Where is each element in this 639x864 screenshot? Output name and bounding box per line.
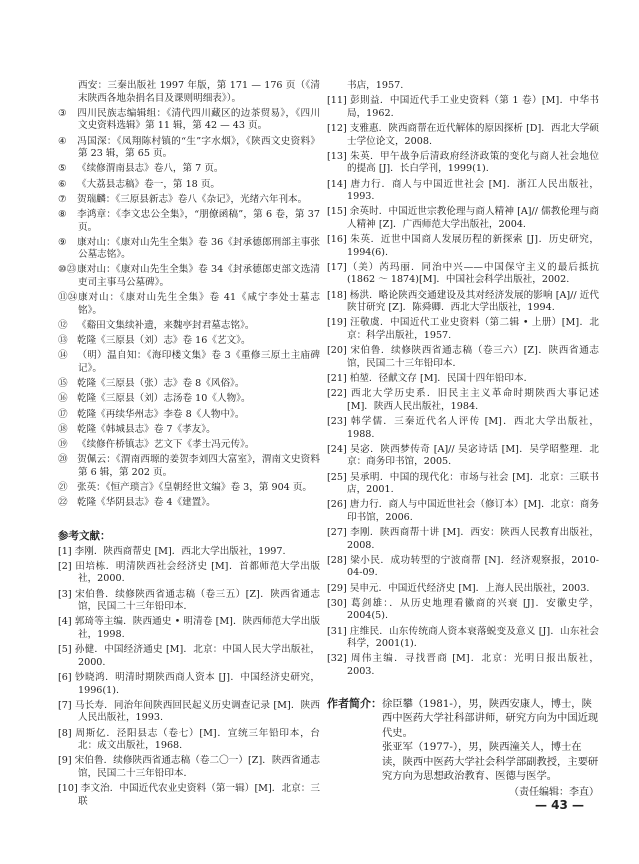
endnote-marker: ⑮ [58, 378, 68, 390]
author-bio-1: 徐臣攀（1981-），男，陕西安康人，博士，陕西中医药大学社科部讲师，研究方向为中国近现代史。 [382, 697, 599, 739]
endnote-text: 西安：三秦出版社 1997 年版，第 171 — 176 页（《清末陕西各地杂捐名目及课则明细表》）。 [78, 80, 320, 104]
endnote-text: 乾隆《再续华州志》李卷 8《人物中》。 [77, 408, 245, 420]
endnote-marker: ⑫ [58, 320, 68, 332]
references-heading: 参考文献： [58, 529, 111, 542]
endnote [58, 320, 320, 333]
reference-item: [15] 余英时．中国近世宗教伦理与商人精神 [A]// 儒教伦理与商人精神 [Z]．广西师范大学出版社，2004. [327, 206, 599, 230]
reference-item: [8] 周斯亿．泾阳县志（卷七）[M]．宣统三年铅印本，台北：成文出版社，1968. [58, 727, 320, 752]
endnote-text: 冯国深：《凤翔陈村镇的“生”字水烟》，《陕西文史资料》第 23 辑，第 65 页。 [77, 135, 320, 160]
reference-item: [25] 吴承明．中国的现代化：市场与社会 [M]．北京：三联书店，2001. [327, 471, 599, 496]
endnote [58, 350, 320, 375]
endnote-text: 《续修仵桥镇志》艺文下《孝士冯元传》。 [77, 438, 255, 450]
endnote [58, 237, 320, 262]
reference-item: [18] 杨洪．略论陕西交通建设及其对经济发展的影响 [A]// 近代陕甘研究 [Z]．陈舜卿．西北大学出版社，1994. [327, 289, 599, 314]
endnote [58, 179, 320, 192]
endnote-text: 乾隆《韩城县志》卷 7《孝友》。 [77, 423, 216, 435]
endnote [58, 454, 320, 479]
reference-item: [7] 马长寿．同治年间陕西回民起义历史调查记录 [M]．陕西人民出版社，1993. [58, 699, 320, 724]
reference-item: [9] 宋伯鲁．续修陕西省通志稿（卷二〇一）[Z]．陕西省通志馆，民国二十三年铅印本． [58, 755, 320, 779]
endnote-marker: ③ [58, 107, 67, 119]
reference-item: [32] 周伟主编．寻找晋商 [M]．北京：光明日报出版社，2003. [327, 653, 599, 677]
endnote [58, 424, 320, 437]
endnote [58, 108, 320, 133]
reference-item: [22] 西北大学历史系．旧民主主义革命时期陕西大事记述 [M]．陕西人民出版社，1984. [327, 388, 599, 412]
left-column [58, 80, 320, 811]
reference-item: [1] 李刚．陕西商帮史 [M]．西北大学出版社，1997. [58, 545, 286, 557]
endnotes [58, 80, 320, 510]
endnote-text: 《续修渭南县志》卷八，第 7 页。 [77, 163, 224, 175]
endnote-marker: ⑨ [58, 236, 67, 248]
reference-item: [2] 田培栋．明清陕西社会经济史 [M]．首都师范大学出版社，2000. [58, 560, 320, 585]
endnote-marker: ⑭ [58, 350, 68, 362]
editor-credit: （责任编辑：李直） [509, 786, 599, 798]
endnote-marker: ㉑ [58, 481, 68, 493]
reference-item: [31] 庄维民．山东传统商人资本衰落蜕变及意义 [J]．山东社会科学，2001(1). [327, 625, 599, 650]
endnote [58, 409, 320, 422]
endnote-marker: ⑲ [58, 438, 68, 450]
endnote-text: 贺瑞麟：《三原县新志》卷八《杂记》，光绪六年刊本。 [77, 193, 308, 205]
endnote [58, 482, 320, 495]
endnote-text: 乾隆《三原县（张）志》卷 8《风俗》。 [77, 378, 245, 390]
endnote-text: 乾隆《华阴县志》卷 4《建置》。 [77, 497, 216, 509]
reference-item: [17]（美）芮玛丽．同治中兴——中国保守主义的最后抵抗(1862 ～ 1874)[M]．中国社会科学出版社，2002. [327, 261, 599, 286]
endnote [58, 264, 320, 289]
endnote-text: 康对山：《康对山先生全集》卷 34《封承德郎吏部文选清吏司主事马公墓碑》。 [77, 264, 320, 289]
endnote-marker: ⑧ [58, 208, 67, 220]
endnote-text: 乾隆《三原县（刘）志汤卷 10《人物》。 [77, 393, 251, 405]
endnote-text: 贺佩云：《渭南西塬的姜贺李刘四大富室》，渭南文史资料第 6 辑，第 202 页。 [77, 454, 320, 478]
endnote [58, 292, 320, 317]
author-info [327, 697, 599, 801]
endnote-marker: ⑩㉓ [58, 264, 77, 276]
references-left [58, 546, 320, 809]
reference-item: [24] 吴宓．陕西梦传奇 [A]// 吴宓诗话 [M]．吴学昭整理．北京：商务印书馆，2005. [327, 443, 599, 468]
reference-item: [13] 朱英．甲午战争后清政府经济政策的变化与商人社会地位的提高 [J]．长白学刊，1999(1). [327, 150, 599, 175]
reference-item: [27] 李刚．陕西商帮十讲 [M]．西安：陕西人民教育出版社，2008. [327, 527, 599, 551]
endnote [58, 194, 320, 207]
reference-item: [11] 彭則益．中国近代手工业史资料（第 1 卷）[M]．中华书局，1962. [327, 95, 599, 119]
reference-item: [19] 汪敬虞．中国近代工业史资料（第二辑 • 上册）[M]．北京：科学出版社，1957. [327, 317, 599, 342]
reference-item: [28] 梁小民．成功转型的宁波商帮 [N]．经济观察报，2010-04-09. [327, 554, 599, 579]
author-label: 作者简介： [327, 696, 382, 710]
endnote-marker: ⑯ [58, 393, 68, 405]
reference-item: [5] 孙健．中国经济通史 [M]．北京：中国人民大学出版社，2000. [58, 644, 320, 668]
reference-item: [23] 韩学儒．三秦近代名人评传 [M]．西北大学出版社，1988. [327, 415, 599, 440]
endnote [58, 378, 320, 391]
reference-item: [4] 郭琦等主编．陕西通史 • 明清卷 [M]．陕西师范大学出版社，1998. [58, 616, 320, 641]
right-column [327, 80, 599, 800]
endnote-text: 《大荔县志稿》卷一，第 18 页。 [77, 178, 221, 190]
endnote-text: 张英：《恒产琐言》《皇朝经世文编》卷 3，第 904 页。 [77, 481, 313, 493]
endnote [58, 497, 320, 510]
reference-item: [6] 钞晓鸿．明清时期陕西商人资本 [J]．中国经济史研究，1996(1). [58, 672, 320, 696]
reference-item: [12] 支雅惠．陕西商帮在近代解体的原因探析 [D]．西北大学硕士学位论文，2008. [327, 122, 599, 147]
endnote-text: 乾隆《三原县（刘）志》卷 16《艺文》。 [77, 335, 251, 347]
endnote [58, 209, 320, 234]
endnote-text: 《谿田文集续补遗，来魏亭封君墓志铭》。 [77, 320, 255, 332]
page-number: — 43 — [535, 798, 585, 812]
reference-item: [29] 吴申元．中国近代经济史 [M]．上海人民出版社，2003. [327, 582, 590, 594]
reference-item: [30] 葛剑雄：．从历史地理看徽商的兴衰 [J]．安徽史学，2004(5). [327, 597, 599, 622]
reference-item: [21] 柏堃．径献文存 [M]．民国十四年铅印本． [327, 373, 534, 384]
endnote-text: 康对山：《康对山先生全集》卷 36《封承德郎刑部主事张公墓志铭》。 [77, 236, 320, 261]
endnote-marker: ⑰ [58, 408, 68, 420]
reference-item: [16] 朱英．近世中国商人发展历程的新探索 [J]．历史研究，1994(6). [327, 234, 599, 258]
endnote [58, 163, 320, 176]
references-right [327, 95, 599, 678]
endnote-marker: ⑪㉔ [58, 292, 78, 304]
endnote-marker: ⑱ [58, 423, 68, 435]
endnote-text: 四川民族志编辑组：《清代四川藏区的边茶贸易》，《四川文史资料选辑》第 11 辑，第 42 — 43 页。 [77, 107, 320, 132]
reference-item: [10] 李文治．中国近代农业史资料（第一辑）[M]．北京：三联 [58, 783, 320, 807]
reference-item: [14] 唐力行．商人与中国近世社会 [M]．浙江人民出版社，1993. [327, 178, 599, 203]
endnote-marker: ㉒ [58, 497, 68, 509]
endnote [58, 80, 320, 105]
endnote-text: （明）温自知：《海印楼文集》卷 3《重修三原土主庙碑记》。 [77, 350, 320, 374]
reference-item: [3] 宋伯鲁．续修陕西省通志稿（卷三五）[Z]．陕西省通志馆，民国二十三年铅印本． [58, 588, 320, 613]
endnote [58, 335, 320, 348]
endnote-marker: ⑤ [58, 163, 67, 175]
endnote-text: 李鸿章：《李文忠公全集》，“朋僚函稿”，第 6 卷，第 37 页。 [77, 208, 320, 233]
reference-item: [26] 唐力行．商人与中国近世社会（修订本）[M]．北京：商务印书馆，2006. [327, 499, 599, 523]
author-bio-2: 张亚军（1977-），男，陕西潼关人，博士在读，陕西中医药大学社会科学部副教授，主要研究方向为思想政治教育、医德与医学。 [382, 741, 599, 783]
reference-item: [20] 宋伯鲁．续修陕西省通志稿（卷三六）[Z]．陕西省通志馆，民国二十三年铅印本． [327, 345, 599, 369]
endnote-marker: ⑬ [58, 335, 68, 347]
endnote [58, 439, 320, 452]
endnote-text: 康对山：《康对山先生全集》卷 41《咸宁李处士墓志铭》。 [77, 292, 320, 316]
endnote [58, 136, 320, 161]
endnote-marker: ⑥ [58, 178, 67, 190]
endnote-marker: ⑳ [58, 454, 68, 466]
endnote [58, 393, 320, 406]
endnote-marker: ④ [58, 135, 67, 147]
endnote-marker: ⑦ [58, 193, 67, 205]
reference-continuation: 书店，1957. [347, 80, 404, 91]
